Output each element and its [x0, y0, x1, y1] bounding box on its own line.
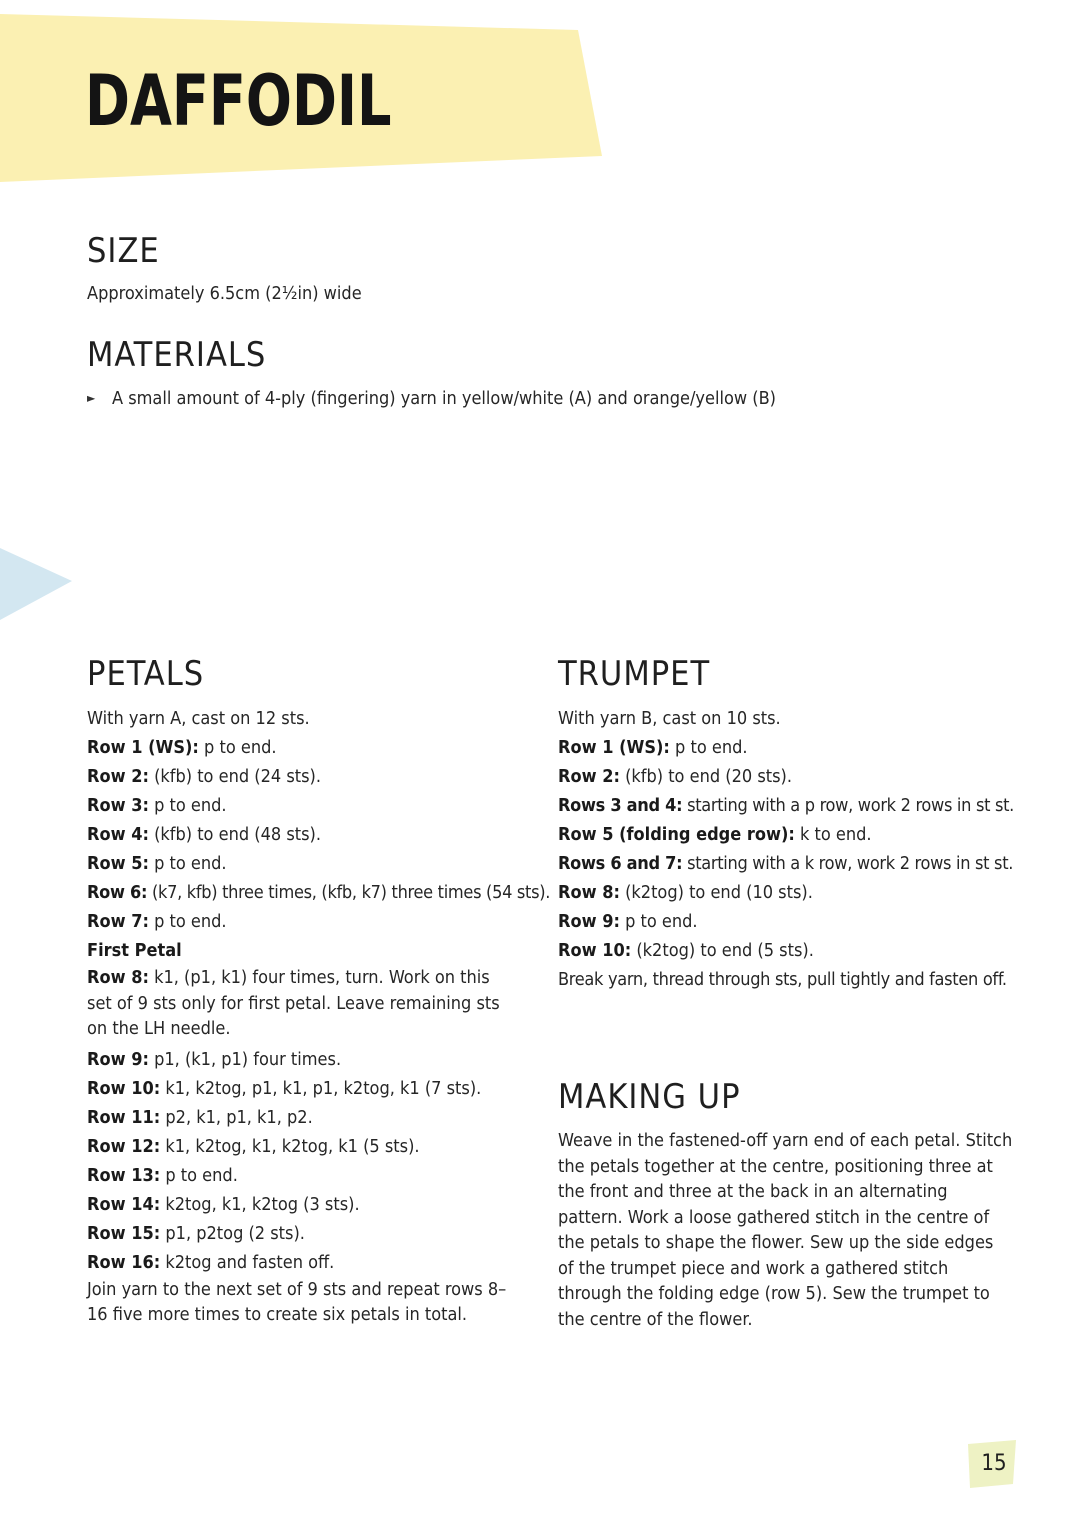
triangle-bullet-icon: ► [87, 391, 96, 405]
pattern-row: Row 12: k1, k2tog, k1, k2tog, k1 (5 sts). [87, 1135, 420, 1157]
pattern-row: Row 4: (kfb) to end (48 sts). [87, 824, 322, 845]
making-up-heading: MAKING UP [558, 1077, 741, 1117]
pattern-row: Row 3: p to end. [87, 795, 227, 816]
pattern-row: Row 10: (k2tog) to end (5 sts). [558, 940, 814, 961]
pattern-row: Row 14: k2tog, k1, k2tog (3 sts). [87, 1193, 360, 1215]
pattern-row: Row 2: (kfb) to end (24 sts). [87, 766, 322, 787]
trumpet-outro: Break yarn, thread through sts, pull tightly and fasten off. [558, 969, 1007, 990]
pattern-row: Row 5: p to end. [87, 853, 227, 874]
materials-item-text: A small amount of 4-ply (fingering) yarn in yellow/white (A) and orange/yellow (B) [112, 388, 776, 409]
materials-heading: MATERIALS [87, 335, 267, 375]
size-text: Approximately 6.5cm (2½in) wide [87, 283, 362, 304]
petals-outro: Join yarn to the next set of 9 sts and repeat rows 8–16 five more times to create six petals in total. [87, 1278, 507, 1325]
pattern-row: Row 5 (folding edge row): k to end. [558, 824, 872, 845]
pattern-row: Rows 3 and 4: starting with a p row, work 2 rows in st st. [558, 795, 1014, 816]
page-title: DAFFODIL [85, 60, 392, 142]
pattern-row: Row 10: k1, k2tog, p1, k1, p1, k2tog, k1 (7 sts). [87, 1077, 482, 1099]
pattern-row: Row 13: p to end. [87, 1164, 238, 1186]
page-number-badge [968, 1440, 1018, 1488]
pattern-row: Row 11: p2, k1, p1, k1, p2. [87, 1106, 313, 1128]
pattern-row: Row 8: k1, (p1, k1) four times, turn. Work on this set of 9 sts only for first petal. Leave remaining sts on the LH needle. [87, 967, 500, 1039]
making-up-text: Weave in the fastened-off yarn end of each petal. Stitch the petals together at the centre, positioning three at the front and three at the back in an alternating pattern. Work a loose gathered stitch in the centre of the petals to shape the flower. Sew up the side edges of the trumpet piece and work a gathered stitch through the folding edge (row 5). Sew the trumpet to the centre of the flower. [558, 1130, 1013, 1330]
pattern-row: Row 9: p to end. [558, 911, 698, 932]
pattern-row: Row 15: p1, p2tog (2 sts). [87, 1222, 305, 1244]
pattern-row: Row 6: (k7, kfb) three times, (kfb, k7) three times (54 sts). [87, 882, 551, 903]
pattern-row: Row 8: (k2tog) to end (10 sts). [558, 882, 813, 903]
first-petal-subheading: First Petal [87, 940, 182, 961]
pattern-row: Row 1 (WS): p to end. [558, 737, 748, 758]
decorative-arrow-icon [0, 548, 72, 620]
making-up-section [558, 1077, 1013, 1332]
petals-section [87, 654, 551, 1328]
petals-intro: With yarn A, cast on 12 sts. [87, 708, 310, 729]
page-number: 15 [981, 1451, 1007, 1476]
size-heading: SIZE [87, 231, 160, 271]
materials-item [87, 384, 1037, 413]
pattern-row: Row 7: p to end. [87, 911, 227, 932]
pattern-row: Row 2: (kfb) to end (20 sts). [558, 766, 793, 787]
pattern-row: Row 16: k2tog and fasten off. [87, 1251, 335, 1273]
size-section [87, 231, 987, 308]
trumpet-section [558, 654, 1018, 994]
pattern-row: Row 9: p1, (k1, p1) four times. [87, 1048, 342, 1070]
trumpet-intro: With yarn B, cast on 10 sts. [558, 708, 781, 729]
trumpet-heading: TRUMPET [558, 654, 711, 694]
pattern-row: Rows 6 and 7: starting with a k row, work 2 rows in st st. [558, 853, 1014, 874]
pattern-row: Row 1 (WS): p to end. [87, 737, 277, 758]
petals-heading: PETALS [87, 654, 205, 694]
materials-section [87, 335, 1037, 413]
